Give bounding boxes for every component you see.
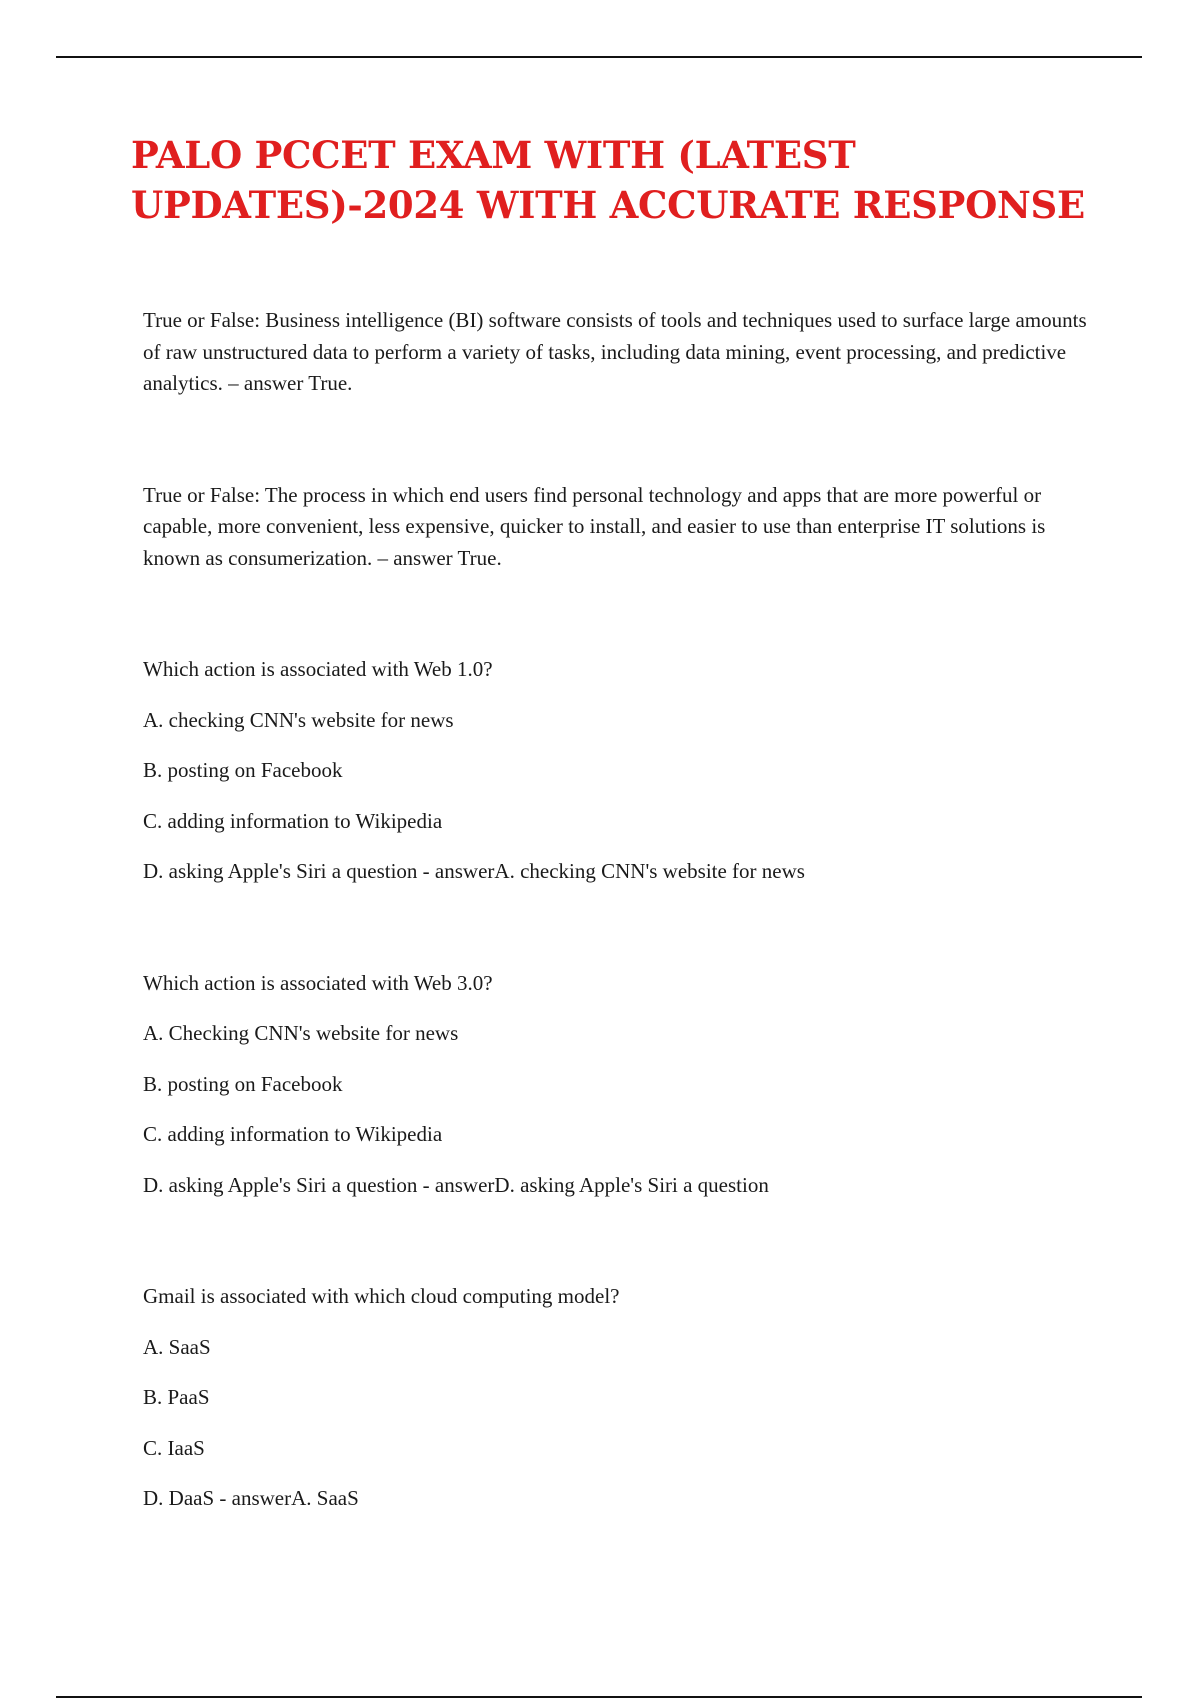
top-divider bbox=[56, 56, 1142, 58]
question-text: Which action is associated with Web 3.0? bbox=[143, 970, 493, 995]
page-title: PALO PCCET EXAM WITH (LATEST UPDATES)-2024 WITH ACCURATE RESPONSE bbox=[131, 133, 1085, 227]
qa-block-4 bbox=[143, 968, 1103, 1202]
qa-block-5 bbox=[143, 1281, 1103, 1515]
answer-option: D. DaaS - answerA. SaaS bbox=[143, 1486, 359, 1510]
answer-option: C. adding information to Wikipedia bbox=[143, 1122, 443, 1146]
qa-block-1 bbox=[143, 305, 1103, 400]
question-text: True or False: The process in which end users find personal technology and apps that are more powerful or capable, more convenient, less expensive, quicker to install, and easier to use than enterprise IT solutions is known as consumerization. – answer True. bbox=[143, 482, 1046, 570]
answer-option: D. asking Apple's Siri a question - answerD. asking Apple's Siri a question bbox=[143, 1172, 769, 1197]
answer-option: B. posting on Facebook bbox=[143, 1071, 343, 1096]
bottom-divider bbox=[56, 1696, 1142, 1698]
document-body bbox=[143, 305, 1103, 1595]
qa-block-3 bbox=[143, 654, 1103, 888]
question-text: True or False: Business intelligence (BI) software consists of tools and techniques used to surface large amounts of raw unstructured data to perform a variety of tasks, including data mining, event processing, and predictive analytics. – answer True. bbox=[143, 308, 1087, 395]
question-text: Gmail is associated with which cloud computing model? bbox=[143, 1284, 620, 1308]
answer-option: B. PaaS bbox=[143, 1385, 210, 1409]
answer-option: C. adding information to Wikipedia bbox=[143, 808, 443, 833]
question-text: Which action is associated with Web 1.0? bbox=[143, 657, 493, 681]
answer-option: C. IaaS bbox=[143, 1435, 205, 1460]
answer-option: A. Checking CNN's website for news bbox=[143, 1021, 459, 1045]
qa-block-2 bbox=[143, 480, 1103, 575]
answer-option: A. checking CNN's website for news bbox=[143, 707, 454, 732]
answer-option: A. SaaS bbox=[143, 1334, 211, 1359]
answer-option: B. posting on Facebook bbox=[143, 758, 343, 782]
answer-option: D. asking Apple's Siri a question - answerA. checking CNN's website for news bbox=[143, 859, 805, 883]
